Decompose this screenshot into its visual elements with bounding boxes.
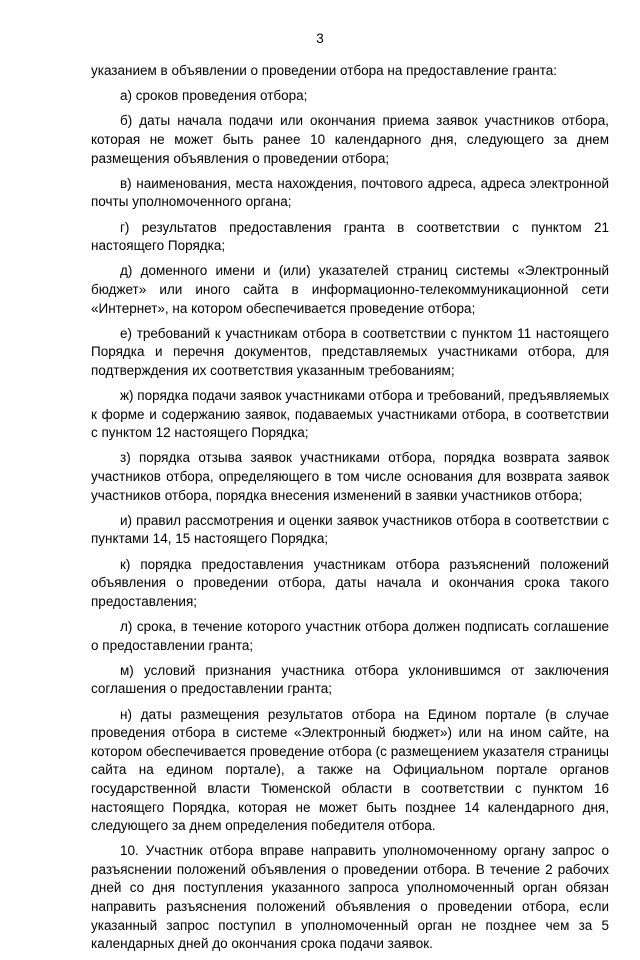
paragraph-item-i: и) правил рассмотрения и оценки заявок участников отбора в соответствии с пунктами 14, 15 настоящего Порядка; [91, 512, 609, 547]
paragraph-item-m: м) условий признания участника отбора уклонившимся от заключения соглашения о предоставлении гранта; [91, 662, 609, 697]
paragraph-item-l: л) срока, в течение которого участник отбора должен подписать соглашение о предоставлении гранта; [91, 618, 609, 653]
paragraph-item-b: б) даты начала подачи или окончания приема заявок участников отбора, которая не может быть ранее 10 календарного дня, следующего за днем размещения объявления о проведении отбора; [91, 113, 609, 166]
paragraph-clause-10: 10. Участник отбора вправе направить уполномоченному органу запрос о разъяснении положений объявления о проведении отбора. В течение 2 рабочих дней со дня поступления указанного запроса уполномоченный орган обязан направить разъяснения положений объявления о проведении отбора, если указанный запрос поступил в уполномоченный орган не позднее чем за 5 календарных дней до окончания срока подачи заявок. [91, 843, 609, 952]
paragraph-item-k: к) порядка предоставления участникам отбора разъяснений положений объявления о проведении отбора, даты начала и окончания срока такого предоставления; [91, 556, 609, 609]
paragraph-item-n: н) даты размещения результатов отбора на Едином портале (в случае проведения отбора в системе «Электронный бюджет») или на ином сайте, на котором обеспечивается проведение отбора (с размещением указателя страницы сайта на едином портале), а также на Официальном портале органов государственной власти Тюменской области в соответствии с пунктом 16 настоящего Порядка, которая не может быть позднее 14 календарного дня, следующего за днем определения победителя отбора. [91, 706, 609, 834]
paragraph-item-e: е) требований к участникам отбора в соответствии с пунктом 11 настоящего Порядка и перечня документов, представляемых участниками отбора, для подтверждения их соответствия указанным требованиям; [91, 325, 609, 378]
paragraph-intro: указанием в объявлении о проведении отбора на предоставление гранта: [91, 63, 558, 78]
document-body [91, 62, 609, 960]
page-number: 3 [316, 31, 324, 46]
paragraph-item-z: з) порядка отзыва заявок участниками отбора, порядка возврата заявок участников отбора, определяющего в том числе основания для возврата заявок участников отбора, порядка внесения изменений в заявки участников отбора; [91, 450, 609, 503]
paragraph-item-v: в) наименования, места нахождения, почтового адреса, адреса электронной почты уполномоченного органа; [91, 175, 609, 210]
paragraph-item-a: а) сроков проведения отбора; [120, 88, 308, 104]
paragraph-item-g: г) результатов предоставления гранта в соответствии с пунктом 21 настоящего Порядка; [91, 219, 609, 254]
paragraph-item-d: д) доменного имени и (или) указателей страниц системы «Электронный бюджет» или иного сайта в информационно-телекоммуникационной сети «Интернет», на котором обеспечивается проведение отбора; [91, 263, 609, 316]
paragraph-item-zh: ж) порядка подачи заявок участниками отбора и требований, предъявляемых к форме и содержанию заявок, подаваемых участниками отбора, в соответствии с пунктом 12 настоящего Порядка; [91, 388, 609, 441]
